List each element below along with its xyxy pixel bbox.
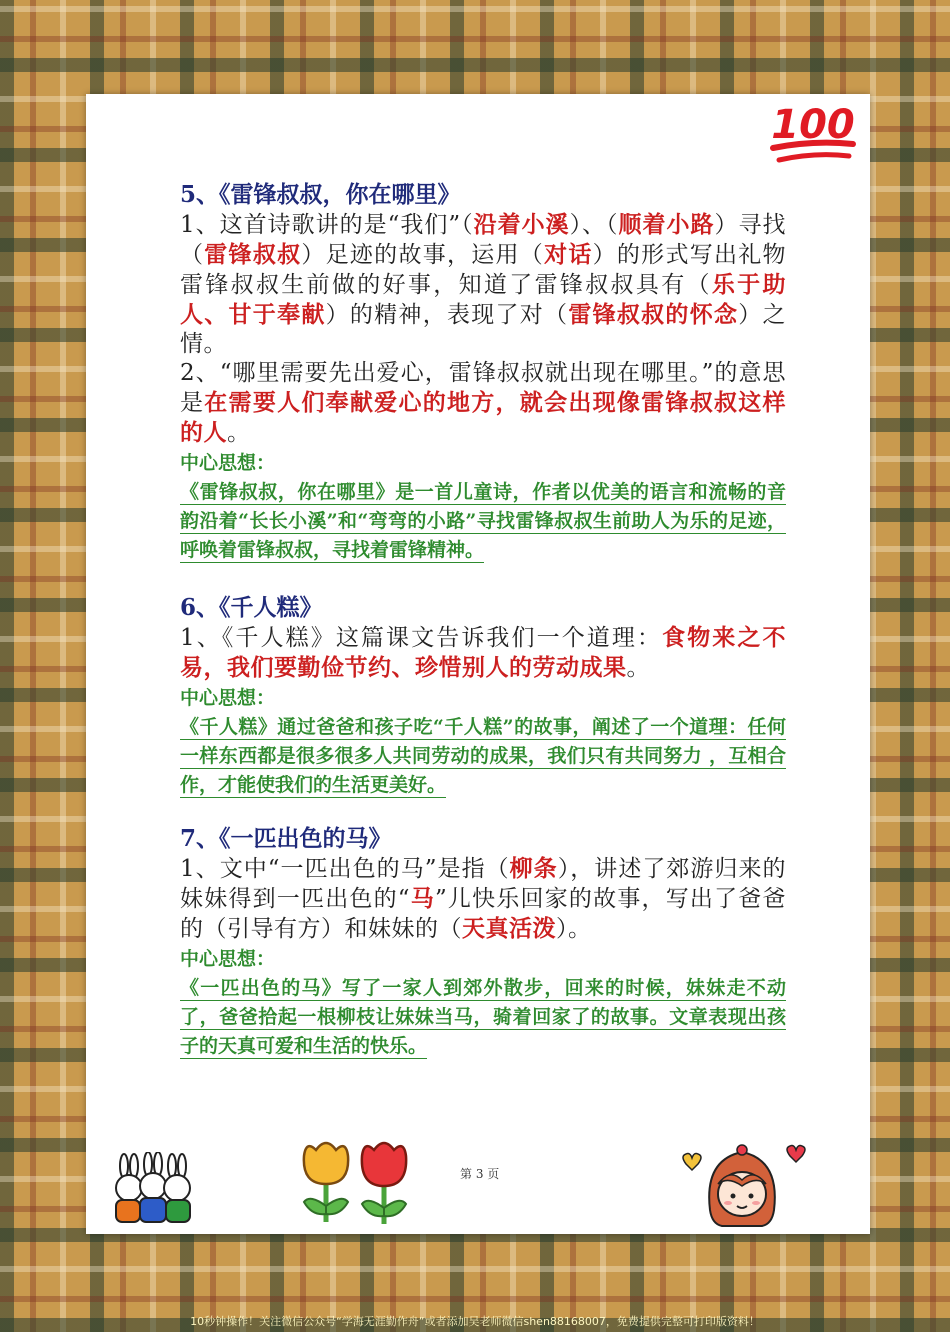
section-6-title: 6、《千人糕》	[180, 594, 323, 621]
body-text: ）。	[556, 916, 592, 942]
answer-highlight: 天真活泼	[462, 915, 556, 942]
badge-text: 100	[771, 102, 855, 148]
body-text: ）寻找（	[180, 212, 787, 268]
page-content	[180, 180, 786, 1061]
page-number: 第 3 页	[460, 1167, 500, 1181]
section-7-title: 7、《一匹出色的马》	[180, 825, 392, 852]
body-text: ”儿快乐回家的故事，写出了爸爸的（引导有方）和妹妹的（	[180, 886, 787, 942]
section-5-center-text	[180, 478, 786, 565]
section-7-center-label: 中心思想：	[180, 948, 276, 970]
body-text: ）、（	[569, 212, 619, 238]
section-7-point-1	[180, 854, 786, 944]
body-text: ）的精神，表现了对（	[325, 302, 569, 328]
body-text: 1、这首诗歌讲的是“我们”（	[180, 212, 474, 238]
body-text: 。	[227, 420, 251, 446]
spacer	[180, 800, 786, 824]
body-text: ）之情。	[180, 302, 787, 357]
answer-highlight: 对话	[544, 241, 593, 268]
answer-highlight: 雷锋叔叔的怀念	[568, 301, 739, 328]
answer-highlight: 食物来之不易，我们要勤俭节约、珍惜别人的劳动成果	[180, 624, 787, 681]
section-5-point-2	[180, 359, 786, 448]
section-6-center-label: 中心思想：	[180, 687, 276, 709]
answer-highlight: 柳条	[509, 855, 558, 882]
section-7-center-text	[180, 974, 786, 1061]
tulip-flowers-icon	[292, 1136, 422, 1228]
hundred-points-icon	[765, 94, 861, 170]
bunnies-sticker-icon	[110, 1152, 196, 1230]
spacer	[180, 565, 786, 593]
answer-highlight: 乐于助人、甘于奉献	[180, 271, 787, 328]
section-5-center-label: 中心思想：	[180, 452, 276, 474]
body-text: 。	[626, 655, 650, 681]
body-text: ），讲述了郊游归来的妹妹得到一匹出色的“	[180, 856, 787, 912]
answer-highlight: 马	[410, 885, 435, 912]
body-text: ）足迹的故事，运用（	[301, 242, 545, 268]
body-text: 2、“哪里需要先出爱心，雷锋叔叔就出现在哪里。”的意思是	[180, 360, 786, 416]
body-text: ）的形式写出礼物雷锋叔叔生前做的好事，知道了雷锋叔叔具有（	[180, 242, 787, 298]
answer-highlight: 雷锋叔叔	[204, 241, 302, 268]
answer-highlight: 沿着小溪	[473, 211, 570, 238]
body-text: 1、文中“一匹出色的马”是指（	[180, 856, 510, 882]
section-6-point-1	[180, 623, 786, 683]
section-7-center-text-body: 《一匹出色的马》写了一家人到郊外散步，回来的时候，妹妹走不动了，爸爸拾起一根柳枝让妹妹当马，骑着回家了的故事。文章表现出孩子的天真可爱和生活的快乐。	[180, 977, 786, 1057]
section-6-center-text	[180, 713, 786, 800]
answer-highlight: 在需要人们奉献爱心的地方，就会出现像雷锋叔叔这样的人	[180, 389, 787, 446]
section-5-point-1	[180, 210, 786, 359]
body-text: 1、《千人糕》这篇课文告诉我们一个道理：	[180, 625, 663, 651]
girl-sticker-icon	[676, 1140, 808, 1232]
footer-promo-text: 10秒钟操作！关注微信公众号“学海无涯勤作舟”或者添加吴老师微信shen88168007，免费提供完整可打印版资料！	[190, 1315, 760, 1328]
section-5-center-text-body: 《雷锋叔叔，你在哪里》是一首儿童诗，作者以优美的语言和流畅的音韵沿着“长长小溪”和“弯弯的小路”寻找雷锋叔叔生前助人为乐的足迹，呼唤着雷锋叔叔，寻找着雷锋精神。	[180, 481, 786, 561]
answer-highlight: 顺着小路	[618, 211, 715, 238]
section-5-title: 5、《雷锋叔叔，你在哪里》	[180, 181, 461, 208]
section-6-center-text-body: 《千人糕》通过爸爸和孩子吃“千人糕”的故事，阐述了一个道理：任何一样东西都是很多很多人共同劳动的成果，我们只有共同努力 ，互相合作，才能使我们的生活更美好。	[180, 716, 786, 796]
